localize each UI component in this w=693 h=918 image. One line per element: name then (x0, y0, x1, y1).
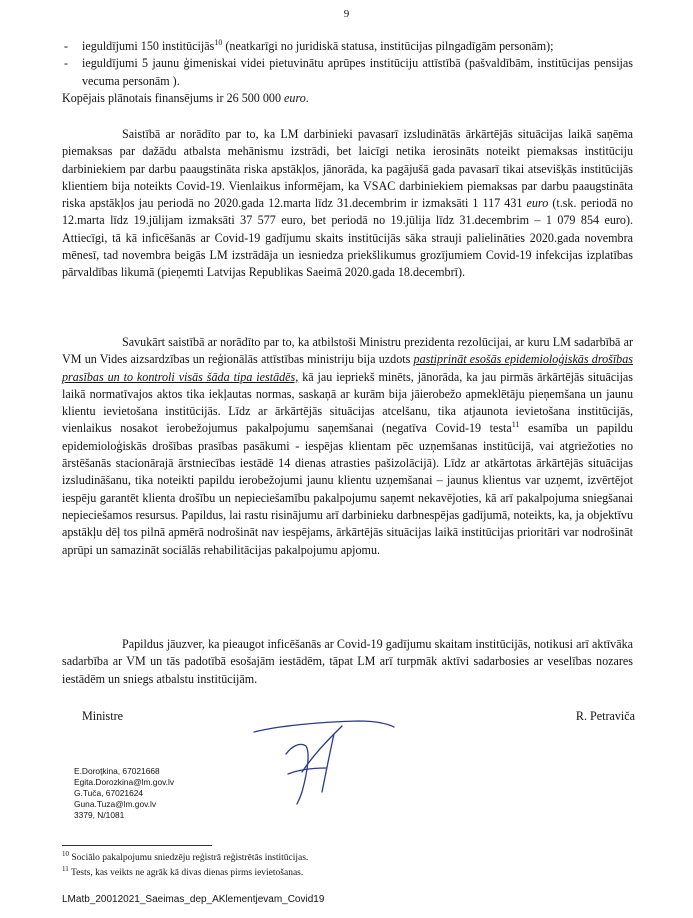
paragraph-1-part-b: (t.sk. periodā no 12.marta līdz 19.jūlijam izmaksāti 37 577 euro, bet periodā no 19.jūlija līdz 31.decembrim – 1 079 854 euro). Attiecīgi, tā kā inficēšanās ar Covid-19 gadījumu skaits institūcijās sāka strauji palielināties 2020.gada novembra mēnesī, tad novembra beigās LM izstrādāja un iesniedza priekšlikumus grozījumiem Covid-19 infekcijas izplatības pārvaldības likumā (pieņemti Latvijas Republikas Saeimā 2020.gada 18.decembrī). (62, 196, 633, 280)
list-item (62, 38, 633, 55)
list-item-text: ieguldījumi 5 jaunu ģimeniskai videi pietuvinātu aprūpes institūciju attīstībā (pašvaldībām, institūcijas pensijas vecuma personām ). (82, 56, 633, 88)
paragraph-1 (62, 126, 633, 282)
document-footer: LMatb_20012021_Saeimas_dep_AKlementjevam_Covid19 (62, 894, 325, 905)
paragraph-3 (62, 636, 633, 688)
total-funding-end: . (305, 90, 309, 105)
footnote-ref-11: 11 (511, 420, 520, 430)
contact-line: Guna.Tuza@lm.gov.lv (74, 799, 157, 809)
footnote (62, 866, 308, 881)
footnote (62, 851, 308, 866)
list-dash: - (64, 56, 69, 71)
paragraph-1-part-a: Saistībā ar norādīto par to, ka LM darbinieki pavasarī izsludinātās ārkārtējās situācijas laikā saņēma piemaksas par dažādu atbalsta mehānismu izstrādi, bet laicīgi netika ierosināts noteikt piemaksas institūciju darbiniekiem par darbu paaugstināta riska apstākļos, jānorāda, ka pagājušā gada pavasarī tikai atsevišķās institūcijās klientiem bija noteikts Covid-19. Vienlaikus informējam, ka VSAC darbiniekiem piemaksas par darbu paaugstināta riska apstākļos jau periodā no 2020.gada 12.marta līdz 31.decembrim ir izmaksāti 1 117 431 (62, 127, 633, 211)
signer-title: Ministre (82, 709, 123, 723)
paragraph-2-part-b: kā jau iepriekš minēts, jānorāda, ka jau pirmās ārkārtējās situācijas laikā normatīvajos aktos tika iekļautas normas, saskaņā ar kurām bija jāierobežo apmeklētāju pieņemšana un jaunu klientu ievietošana institūcijās. Līdz ar ārkārtējās situācijas atcelšanu, tika atjaunota ievietošana institūcijās, vienlaikus nosakot ierobežojumus pakalpojumu saņemšanai (negatīva Covid-19 testa (62, 369, 633, 436)
paragraph-2-text (62, 334, 633, 559)
total-funding-currency: euro (284, 90, 306, 105)
total-funding (62, 90, 633, 107)
footnote-number: 10 (62, 849, 69, 858)
signer-name: R. Petraviča (575, 709, 635, 723)
footnote-ref-10: 10 (214, 37, 223, 47)
contact-line: E.Doroţkina, 67021668 (74, 766, 160, 776)
paragraph-2-part-a: Savukārt saistībā ar norādīto par to, ka atbilstoši Ministru prezidenta rezolūcijai, ar kuru LM sadarbībā ar VM un Vides aizsardzības un reģionālās attīstības ministriju bija uzdots (62, 335, 633, 367)
footnote-number: 11 (62, 864, 69, 873)
page-number: 9 (343, 8, 350, 20)
contact-line: G.Tuča, 67021624 (74, 788, 144, 798)
list-item-text-end: (neatkarīgi no juridiskā statusa, institūcijas pilngadīgām personām); (222, 39, 554, 53)
total-funding-text: Kopējais plānotais finansējums ir 26 500 000 (62, 90, 285, 105)
contact-line: Egita.Dorozkina@lm.gov.lv (74, 777, 175, 787)
paragraph-2-quoted-task: pastiprināt esošās epidemioloģiskās drošības prasības un to kontroli visās šāda tipa iestādēs, (62, 352, 633, 384)
footnote-text: Sociālo pakalpojumu sniedzēju reģistrā reģistrētās institūcijas. (69, 853, 309, 863)
bullet-list (62, 38, 633, 107)
list-item-text (82, 38, 633, 55)
paragraph-3-text: Papildus jāuzver, ka pieaugot inficēšanās ar Covid-19 gadījumu skaitam institūcijās, notikusi arī aktīvāka sadarbība ar VM un tās padotībā esošajām iestādēm, tāpat LM arī turpmāk aktīvi sadarbosies ar veselības nozares iestādēm un sniegs atbalstu institūcijām. (62, 637, 633, 686)
paragraph-2 (62, 334, 633, 559)
footnotes (62, 851, 308, 881)
footnote-text: Tests, kas veikts ne agrāk kā divas dienas pirms ievietošanas. (68, 868, 304, 878)
list-item-text-start: ieguldījumi 150 institūcijās (82, 39, 215, 53)
list-item (62, 55, 633, 90)
paragraph-1-text (62, 126, 633, 282)
paragraph-1-currency: euro (526, 196, 549, 211)
contact-info (74, 766, 174, 821)
footnote-divider (62, 845, 212, 846)
list-dash: - (64, 39, 69, 53)
contact-line: 3379, N/1081 (74, 810, 125, 820)
paragraph-2-part-c: esamība un papildu epidemioloģiskās drošības prasības pasākumi - iespējas klientam pēc uzņemšanas institūcijā, vai atgriežoties no ārstēšanās stacionārajā ārstniecības iestādē 14 dienas atrasties pašizolācijā). Līdz ar atkārtotas ārkārtējās situācijas izsludināšanu, tika noteikti papildu ierobežojumi jaunu klientu uzņemšanai – jaunus klientus var uzņemt, izvērtējot iespēju garantēt klienta drošību un nepieciešamību pakalpojumu saņemt nekavējoties, kā arī pakalpojuma sniegšanai nepieciešamos resursus. Papildus, lai rastu risinājumu arī darbinieku darbnespējas gadījumā, noteikts, ka, ja objektīvu apstākļu dēļ tos pilnā apmērā nodrošināt nav iespējams, ārkārtējās situācijas laikā institūcijas prioritāri var nodrošināt aprūpi un samazināt sociālās rehabilitācijas pakalpojumu apjomu. (62, 421, 633, 557)
handwritten-signature (248, 712, 398, 806)
